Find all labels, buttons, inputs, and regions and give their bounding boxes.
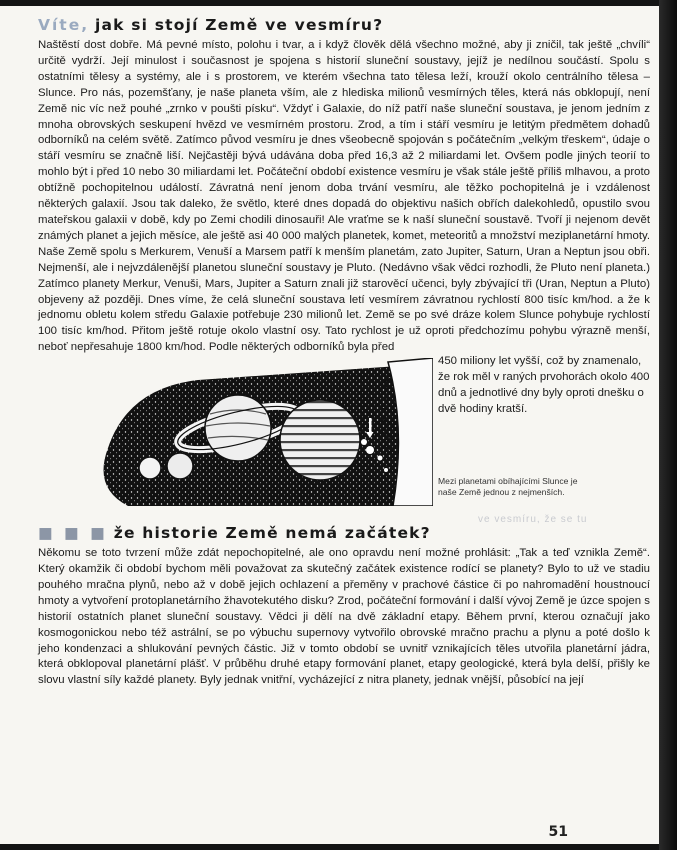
- heading-title: jak si stojí Země ve vesmíru?: [94, 16, 384, 34]
- body-paragraph-1-continuation: 450 miliony let vyšší, což by znamenalo, že rok měl v raných prvohorách okolo 400 dnů a jednotlivé dny byly oproti dnešku o dvě hodiny kratší.: [438, 355, 650, 415]
- body-paragraph-2: Někomu se toto tvrzení může zdát nepochopitelné, ale ono opravdu není možné prohlásit: „Tak a teď vznikla Země“. Který okamžik či období bychom měli považovat za skutečný začátek existence rodící se planety? Bylo to už ve stadiu pouhého mračna plynů, nebo až v době jejich ochlazení a přeměny v prachové částice či po nahromadění houstnoucí hmoty a vytvoření protoplanetárního žhavotekutého disku? Zrod, počáteční formování i další vývoj Země je úzce spojen s historií ostatních planet sluneční soustavy. Vědci ji dělí na dvě základní etapy. Během první, kterou označují jako kosmogonickou nebo též astrální, se po výbuchu supernovy vytvořilo obrovské mračno prachu a plynu a poté došlo k jeho kondenzaci a shlukování pevných částic. Již v tomto období se uvnitř vznikajících těles utvořila planetární jádra, která obklopoval planetární plášť. V průběhu druhé etapy formování planet, etapy geologické, která byla delší, přišly ke slovu vlastní síly každé planety. Byly jednak vnitřní, vycházející z nitra planety, jednak vnější, působící na její: [38, 547, 650, 687]
- book-page: [0, 6, 660, 844]
- show-through-text: ve vesmíru, že se tu: [478, 514, 588, 526]
- jupiter-planet: [280, 400, 360, 480]
- mercury-planet: [384, 468, 388, 472]
- illustration-caption: Mezi planetami obíhajícími Slunce je naše Země jednou z nejmenších.: [438, 476, 578, 498]
- earth-planet: [366, 446, 374, 454]
- saturn-planet: [205, 395, 271, 461]
- heading-title-2: že historie Země nemá začátek?: [113, 524, 431, 543]
- heading-prefix: Víte: [38, 16, 82, 34]
- page-number: 51: [548, 824, 568, 840]
- body-paragraph-1: Naštěstí dost dobře. Má pevné místo, polohu i tvar, a i když člověk dělá všechno možné, aby ji zničil, tak ještě „chvíli“ určitě vydrží. Její minulost i současnost je spojena s historií sluneční soustavy, jejíž je nedílnou součástí. Spolu s ostatními tělesy a systémy, ale i s prostorem, ve kterém všechna tato tělesa leží, krouží okolo centrálního tělesa – Slunce. Pro nás, pozemšťany, je naše planeta vším, ale z hlediska milionů vesmírných těles, která nás obklopují, není Země nic víc než pouhé „zrnko v poušti písku“. Vždyť i Galaxie, do níž patří naše sluneční soustava, je jenom jedním z mnoha obrovských seskupení hvězd ve vesmírném prostoru. Zrod, a tím i stáří vesmíru je letitým předmětem dohadů odborníků na celém světě. Zatímco původ vesmíru je dnes všeobecně spojován s počátečním „velkým třeskem“, údaje o stáří vesmíru se značně liší. Nejčastěji bývá udávána doba před 16,3 až 2 miliardami let. Ovšem podle jiných teorií to mohlo být i před 10 nebo 30 miliardami let. Počáteční období existence vesmíru je však stále ještě příliš mlhavou, a proto obtížně pochopitelnou událostí. Závratná není jenom doba trvání vesmíru, ale těžko pochopitelná je i vzdálenost některých galaxií. Jsou tak daleko, že světlo, které dnes dopadá do objektivu našich obřích dalekohledů, opustilo svou mateřskou galaxii v době, kdy po Zemi chodili dinosauři! Ale vraťme se k naší sluneční soustavě. Tvoří ji nejenom devět známých planet a jejich měsíce, ale ještě asi 40 000 malých planetek, komet, meteoritů a množství meziplanetární hmoty. Naše Země spolu s Merkurem, Venuší a Marsem patří k menším planetám, zato Jupiter, Saturn, Uran a Neptun jsou obři. Nejmenší, ale i nejvzdálenější planetou sluneční soustavy je Pluto. (Nedávno však vědci rozhodli, že Pluto není planeta.) Zatímco planety Merkur, Venuši, Mars, Jupiter a Saturn znali již starověcí učenci, byly zbývající tři (Uran, Neptun a Pluto) objeveny až později. Dnes víme, že celá sluneční soustava letí vesmírem závratnou rychlostí 800 tisíc km/hod. a že k jednomu obletu kolem středu Galaxie potřebuje 230 milionů let. Země se po své dráze kolem Slunce pohybuje rychlostí 100 tisíc km/hod. Přitom ještě rotuje okolo vlastní osy. Tato rychlost je už oproti předchozímu pohybu výrazně menší, neboť nepřesahuje 1800 km/hod. Podle některých odborníků byla před: [38, 39, 651, 354]
- uranus-planet: [139, 457, 161, 479]
- neptune-planet: [167, 453, 193, 479]
- heading-squares: ■ ■ ■: [38, 524, 108, 543]
- planets-illustration: [88, 358, 433, 506]
- mars-planet: [361, 439, 367, 445]
- venus-planet: [378, 456, 383, 461]
- arrow-shaft: [369, 418, 372, 434]
- illustration-block: [38, 355, 650, 526]
- book-spine-shadow: [659, 0, 677, 850]
- section-heading-1: [38, 16, 650, 34]
- section-heading-2: [38, 524, 650, 542]
- heading-separator: ,: [81, 16, 89, 34]
- page-content: [38, 16, 650, 689]
